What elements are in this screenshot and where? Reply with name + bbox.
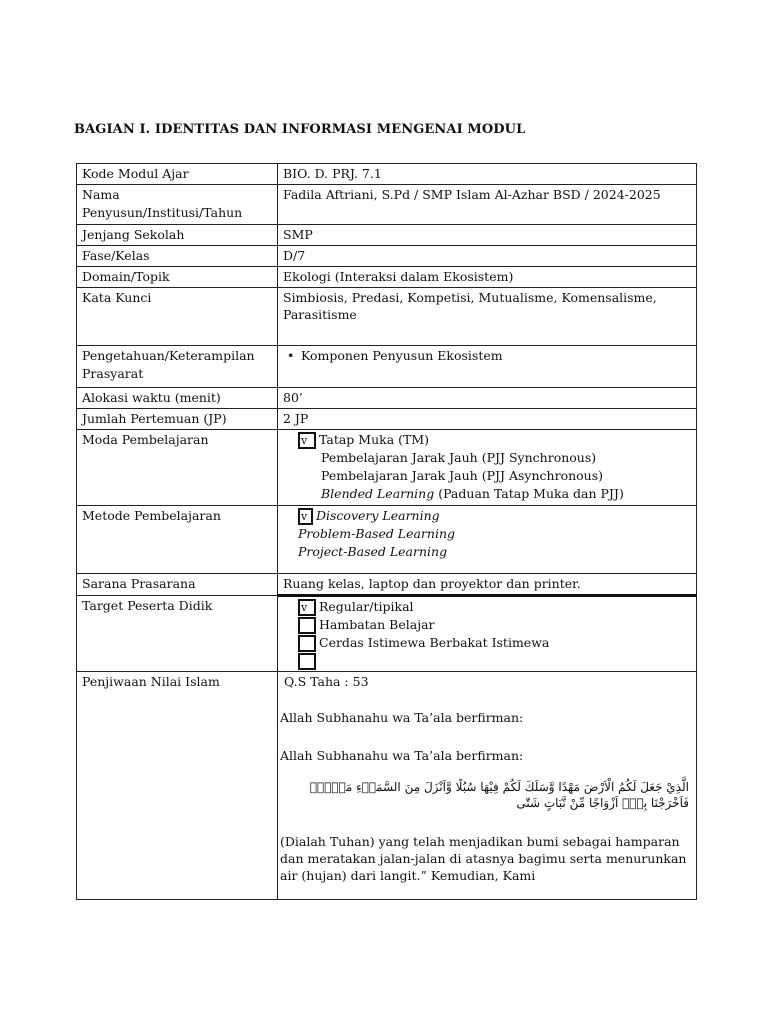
option-label-rest: (Paduan Tatap Muka dan PJJ) bbox=[434, 486, 624, 501]
row-label: Kode Modul Ajar bbox=[77, 164, 278, 185]
row-label: Nama Penyusun/Institusi/Tahun bbox=[77, 185, 278, 225]
row-value bbox=[278, 672, 697, 900]
table-row bbox=[77, 185, 697, 225]
row-value: 2 JP bbox=[278, 409, 697, 430]
table-row bbox=[77, 267, 697, 288]
verse-intro: Allah Subhanahu wa Ta’ala berfirman: bbox=[280, 748, 524, 763]
table-row bbox=[77, 288, 697, 346]
arabic-verse: الَّذِيْ جَعَلَ لَكُمُ الْاَرْضَ مَهْدًا وَّسَلَكَ لَكُمْ فِيْهَا سُبُلًا وَّاَنْزَلَ مِنَ السَّمَاۤءِ مَاۤءًۗ فَاَخْرَجْنَا بِهٖٓ اَزْوَاجًا مِّنْ نَّبَاتٍ شَتّٰى bbox=[309, 780, 689, 810]
verse-intro: Allah Subhanahu wa Ta’ala berfirman: bbox=[280, 710, 524, 725]
table-row bbox=[77, 346, 697, 388]
table-row bbox=[77, 409, 697, 430]
row-value: 80’ bbox=[278, 388, 697, 409]
option-row bbox=[298, 598, 691, 616]
table-row bbox=[77, 225, 697, 246]
row-label: Kata Kunci bbox=[77, 288, 278, 346]
row-label: Alokasi waktu (menit) bbox=[77, 388, 278, 409]
verse-translation: (Dialah Tuhan) yang telah menjadikan bumi sebagai hamparan dan meratakan jalan-jalan di atasnya bagimu serta menurunkan air (hujan) dari langit.” Kemudian, Kami bbox=[280, 834, 687, 883]
option-row bbox=[298, 449, 691, 467]
checkbox-checked[interactable]: v bbox=[298, 599, 316, 616]
checkbox-empty[interactable] bbox=[298, 653, 316, 670]
row-value bbox=[278, 430, 697, 506]
option-label: Hambatan Belajar bbox=[319, 617, 435, 632]
row-value: Fadila Aftriani, S.Pd / SMP Islam Al-Azhar BSD / 2024-2025 bbox=[278, 185, 697, 225]
row-value: Ekologi (Interaksi dalam Ekosistem) bbox=[278, 267, 697, 288]
option-row bbox=[298, 616, 691, 634]
row-label: Target Peserta Didik bbox=[77, 596, 278, 672]
row-value: BIO. D. PRJ. 7.1 bbox=[278, 164, 697, 185]
table-row bbox=[77, 506, 697, 574]
option-row bbox=[298, 634, 691, 652]
option-row bbox=[298, 652, 691, 670]
option-label: Regular/tipikal bbox=[319, 599, 414, 614]
table-row bbox=[77, 574, 697, 596]
option-label: Project-Based Learning bbox=[298, 544, 448, 559]
row-label: Jenjang Sekolah bbox=[77, 225, 278, 246]
bullet: • bbox=[287, 348, 295, 363]
row-label: Domain/Topik bbox=[77, 267, 278, 288]
table-row bbox=[77, 164, 697, 185]
row-label: Moda Pembelajaran bbox=[77, 430, 278, 506]
option-label: Problem-Based Learning bbox=[298, 526, 456, 541]
row-label: Penjiwaan Nilai Islam bbox=[77, 672, 278, 900]
option-row bbox=[298, 467, 691, 485]
checkbox-empty[interactable] bbox=[298, 635, 316, 652]
row-label: Fase/Kelas bbox=[77, 246, 278, 267]
option-row bbox=[298, 507, 691, 525]
option-row bbox=[298, 431, 691, 449]
row-label: Pengetahuan/Keterampilan Prasyarat bbox=[77, 346, 278, 388]
surah-reference: Q.S Taha : 53 bbox=[284, 674, 369, 689]
checkbox-checked[interactable]: v bbox=[298, 508, 313, 525]
row-value: SMP bbox=[278, 225, 697, 246]
prerequisite-item: Komponen Penyusun Ekosistem bbox=[301, 348, 503, 363]
row-label: Jumlah Pertemuan (JP) bbox=[77, 409, 278, 430]
section-heading: BAGIAN I. IDENTITAS DAN INFORMASI MENGENAI MODUL bbox=[74, 122, 526, 137]
table-row bbox=[77, 672, 697, 900]
row-label: Metode Pembelajaran bbox=[77, 506, 278, 574]
option-label: Pembelajaran Jarak Jauh (PJJ Synchronous) bbox=[321, 450, 597, 465]
row-label: Sarana Prasarana bbox=[77, 574, 278, 596]
identity-table bbox=[76, 163, 697, 900]
row-value: Ruang kelas, laptop dan proyektor dan printer. bbox=[278, 574, 697, 596]
option-row bbox=[298, 485, 691, 503]
option-label: Cerdas Istimewa Berbakat Istimewa bbox=[319, 635, 550, 650]
checkbox-empty[interactable] bbox=[298, 617, 316, 634]
option-label: Pembelajaran Jarak Jauh (PJJ Asynchronous) bbox=[321, 468, 604, 483]
option-label: Tatap Muka (TM) bbox=[319, 432, 430, 447]
table-row bbox=[77, 430, 697, 506]
table-row bbox=[77, 596, 697, 672]
option-label: Discovery Learning bbox=[316, 508, 440, 523]
checkbox-checked[interactable]: v bbox=[298, 432, 316, 449]
row-value: D/7 bbox=[278, 246, 697, 267]
row-value bbox=[278, 346, 697, 388]
table-row bbox=[77, 246, 697, 267]
option-label-italic: Blended Learning bbox=[321, 486, 435, 501]
row-value bbox=[278, 596, 697, 672]
row-value bbox=[278, 506, 697, 574]
row-value: Simbiosis, Predasi, Kompetisi, Mutualisme, Komensalisme, Parasitisme bbox=[278, 288, 697, 346]
table-row bbox=[77, 388, 697, 409]
